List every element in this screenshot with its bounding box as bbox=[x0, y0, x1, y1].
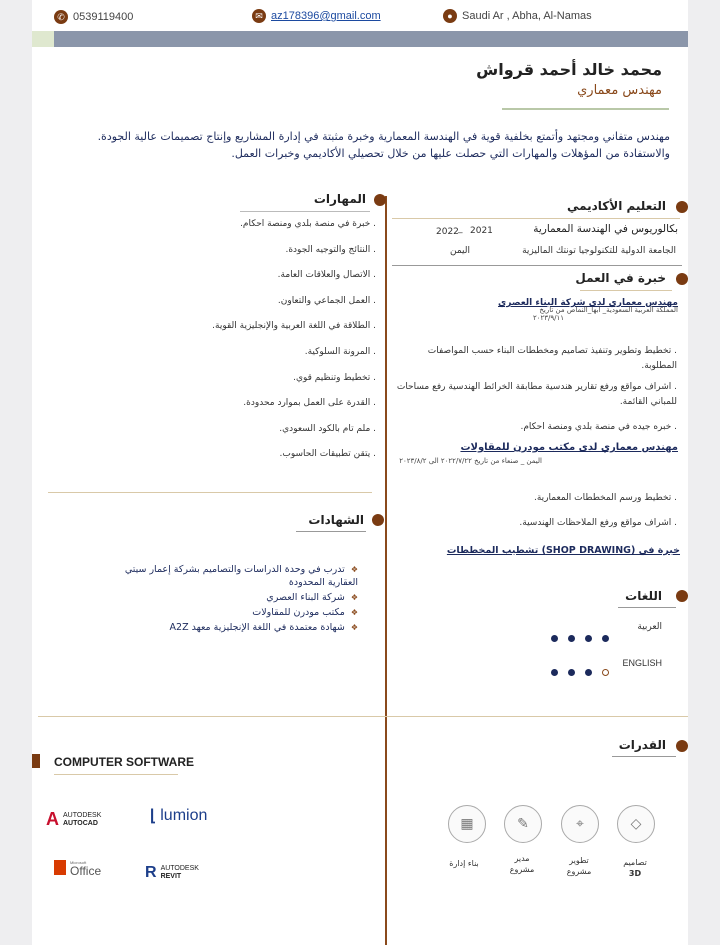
capabilities-heading: القدرات bbox=[618, 738, 666, 752]
revit-logo: R AUTODESK REVIT bbox=[145, 864, 199, 881]
name-underline bbox=[502, 108, 669, 110]
skills-heading: المهارات bbox=[313, 192, 366, 206]
list-item: ❖مكتب مودرن للمقاولات bbox=[252, 607, 358, 618]
header-bar bbox=[54, 31, 688, 47]
job1-date: ٢٠٢٣/٩/١١ bbox=[532, 314, 564, 322]
certificates-heading: الشهادات bbox=[308, 513, 364, 527]
list-item: . المرونة السلوكية. bbox=[304, 346, 376, 357]
location-pin-icon: ● bbox=[443, 9, 457, 23]
3d-cube-icon: ◇ bbox=[617, 805, 655, 843]
skills-list bbox=[76, 219, 376, 475]
person-name: محمد خالد أحمد قرواش bbox=[476, 60, 662, 79]
list-item: . ملم تام بالكود السعودي. bbox=[279, 423, 376, 434]
job1-meta: المملكة العربية السعودية_ ابها_النماص من تاريخ bbox=[539, 306, 678, 314]
list-item: . يتقن تطبيقات الحاسوب. bbox=[279, 449, 376, 460]
section-bullet bbox=[32, 754, 40, 768]
education-to: 2022 bbox=[436, 227, 459, 237]
education-from: 2021 bbox=[470, 226, 493, 236]
clipboard-edit-icon: ✎ bbox=[504, 805, 542, 843]
capability-label: تطوير مشروع bbox=[566, 856, 592, 876]
header-bar-accent bbox=[32, 31, 54, 47]
list-item: . خبرة في منصة بلدي ومنصة احكام. bbox=[240, 219, 376, 229]
job2-title: مهندس معماري لدى مكتب مودرن للمقاولات bbox=[460, 442, 678, 453]
capabilities-rule bbox=[612, 756, 676, 757]
lower-rule bbox=[38, 716, 688, 717]
list-item: ❖تدرب في وحدة الدراسات والتصاميم بشركة إعمار سيتي العقارية المحدودة bbox=[124, 564, 358, 588]
list-item: . العمل الجماعي والتعاون. bbox=[277, 295, 376, 306]
autocad-logo: A AUTODESK AUTOCAD bbox=[46, 809, 102, 829]
section-bullet bbox=[676, 273, 688, 285]
job1-tasks: . تخطيط وتطوير وتنفيذ تصاميم ومخططات البناء حسب المواصفات المطلوبة. . اشراف مواقع ورفع تقارير هندسية مطابقة الخرائط الهندسية رفع مساحات للمباني القائمة. . خبره جيده في منصة بلدي ومنصة احكام. bbox=[396, 346, 677, 432]
blueprint-icon: ⌖ bbox=[561, 805, 599, 843]
capability-label: مدير مشروع bbox=[509, 854, 535, 874]
education-end-rule bbox=[392, 265, 682, 266]
mail-icon: ✉ bbox=[252, 9, 266, 23]
certificates-list bbox=[98, 563, 358, 634]
education-heading: التعليم الأكاديمي bbox=[566, 199, 666, 213]
section-bullet bbox=[676, 590, 688, 602]
list-item: . النتائج والتوجيه الجودة. bbox=[285, 244, 376, 255]
software-rule bbox=[54, 774, 178, 775]
capability-label: تصاميم 3D bbox=[623, 858, 647, 878]
job1-title: مهندس معماري لدى شركة البناء العصري bbox=[498, 298, 678, 308]
phone-icon: ✆ bbox=[54, 10, 68, 24]
list-item: . الاتصال والعلاقات العامة. bbox=[277, 270, 376, 281]
contact-location: ● Saudi Ar , Abha, Al-Namas bbox=[443, 9, 592, 23]
job2-meta: اليمن _ صنعاء من تاريخ ٢٠٢٢/٧/٢٢ الى ٢٠٢٣/٨/٢ bbox=[399, 457, 542, 465]
skills-rule bbox=[240, 211, 370, 212]
profile-summary: مهندس متفاني ومجتهد وأتمتع بخلفية قوية في الهندسة المعمارية وخبرة مثبتة في إدارة المشاريع وإنتاج تصميمات عالية الجودة. والاستفادة من المؤهلات والمهارات التي حصلت عليها من خلال تحصيلي الأكاديمي وخبرات العمل. bbox=[97, 130, 670, 160]
section-bullet bbox=[372, 514, 384, 526]
certificates-rule bbox=[296, 531, 366, 532]
building-icon: ▦ bbox=[448, 805, 486, 843]
revit-icon: R bbox=[145, 864, 157, 881]
languages-heading: اللغات bbox=[625, 589, 662, 603]
list-item: . القدرة على العمل بموارد محدودة. bbox=[243, 398, 376, 409]
contact-phone: ✆ 0539119400 bbox=[54, 10, 133, 24]
degree: بكالوريوس في الهندسة المعمارية bbox=[533, 223, 678, 235]
list-item: . تخطيط وتنظيم قوي. bbox=[293, 372, 376, 383]
languages-rule bbox=[618, 607, 676, 608]
software-heading: COMPUTER SOFTWARE bbox=[54, 755, 194, 769]
list-item: . الطلاقة في اللغة العربية والإنجليزية القوية. bbox=[212, 321, 376, 332]
section-bullet bbox=[676, 201, 688, 213]
lumion-icon: ⌊ bbox=[150, 808, 157, 825]
office-icon bbox=[54, 860, 66, 875]
experience-rule bbox=[580, 290, 672, 291]
language-level bbox=[541, 627, 609, 646]
education-country: اليمن bbox=[450, 246, 471, 256]
list-item: ❖شركة البناء العصري bbox=[266, 592, 358, 603]
section-bullet bbox=[374, 194, 386, 206]
university: الجامعة الدولية للتكنولوجيا تونتك الماليزية bbox=[522, 246, 676, 256]
skills-end-rule bbox=[48, 492, 372, 493]
experience-heading: خبرة في العمل bbox=[575, 271, 666, 285]
education-rule bbox=[392, 218, 680, 219]
section-bullet bbox=[676, 740, 688, 752]
shop-drawing: خبرة في (SHOP DRAWING) تشطيب المخططات bbox=[446, 545, 680, 556]
contact-email[interactable]: ✉ az178396@gmail.com bbox=[252, 9, 381, 23]
job2-tasks: . تخطيط ورسم المخططات المعمارية. . اشراف مواقع ورفع الملاحظات الهندسية. bbox=[519, 493, 677, 528]
list-item: ❖شهادة معتمدة في اللغة الإنجليزية معهد A2Z bbox=[169, 622, 358, 633]
office-logo: Microsoft Office bbox=[54, 859, 101, 875]
lumion-logo: ⌊ lumion bbox=[150, 807, 208, 825]
person-title: مهندس معماري bbox=[577, 83, 662, 98]
capability-label: بناء إدارة bbox=[449, 859, 479, 868]
education-sep: _ bbox=[458, 224, 463, 234]
column-divider bbox=[385, 196, 387, 945]
autocad-icon: A bbox=[46, 809, 59, 829]
language-level bbox=[541, 661, 609, 680]
